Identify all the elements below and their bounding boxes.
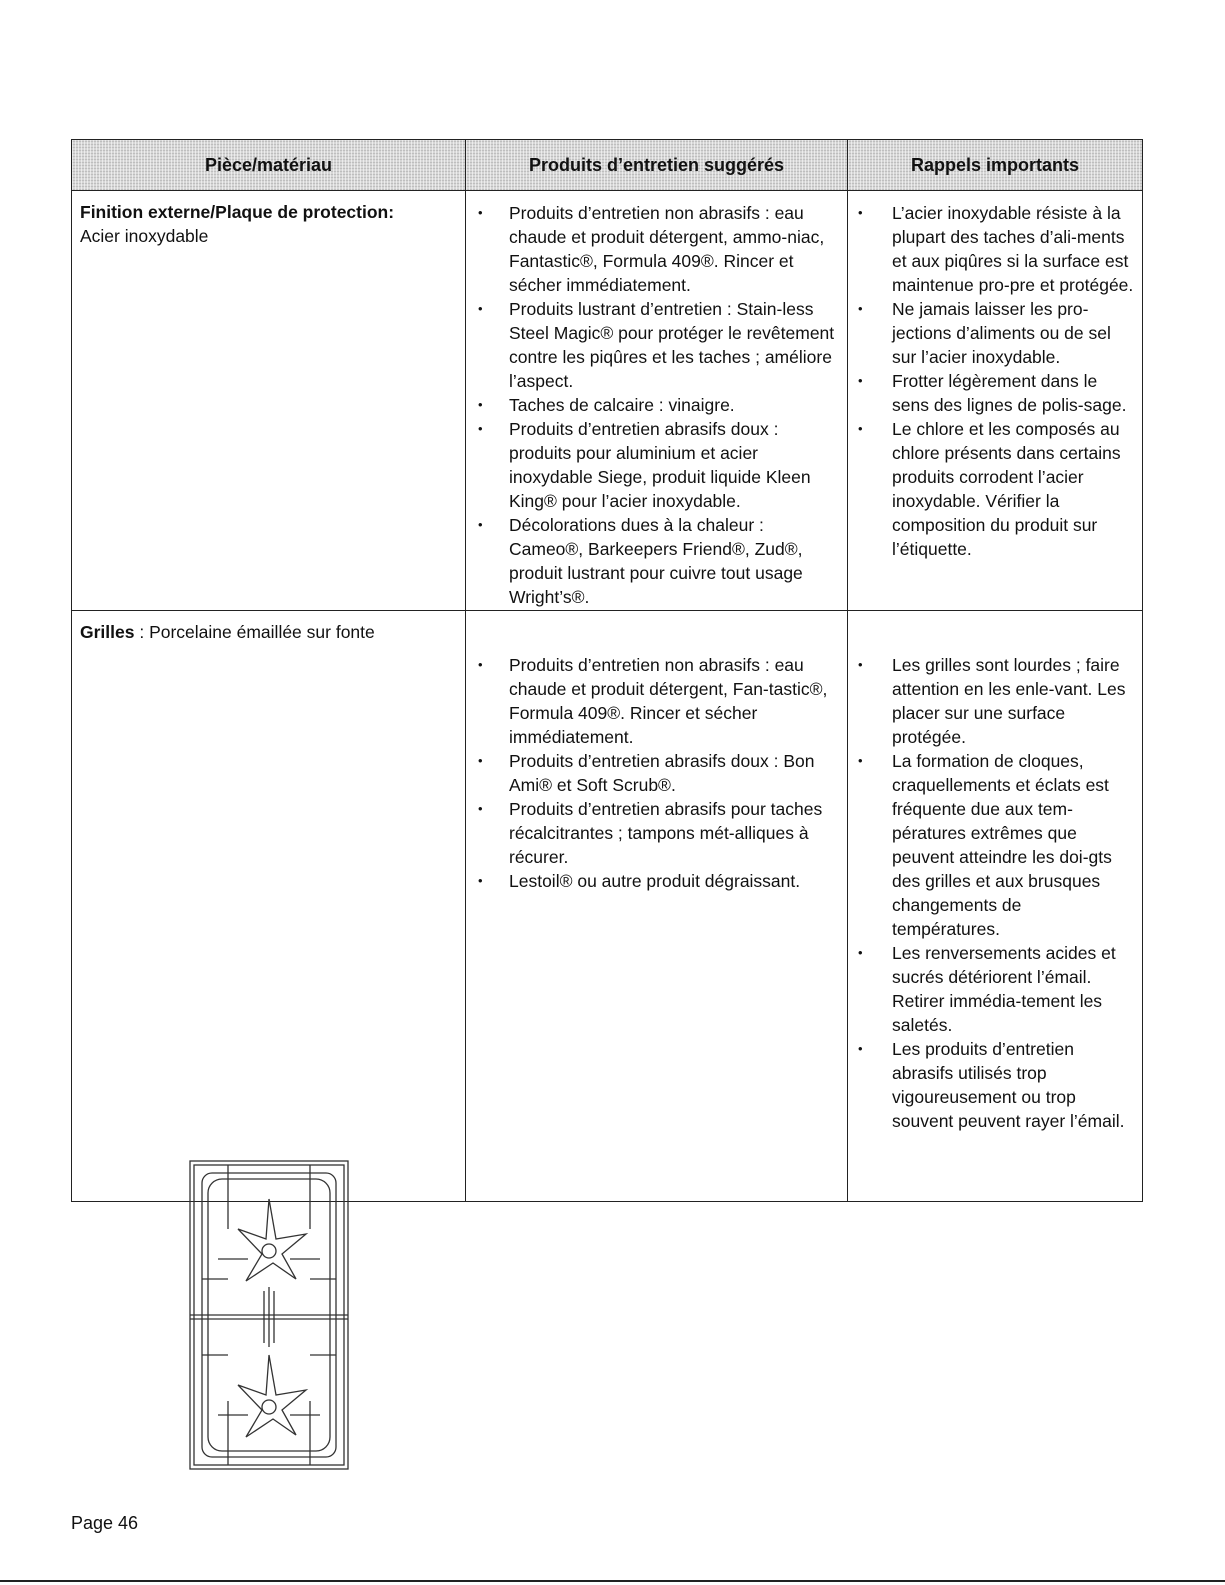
header-part-label: Pièce/matériau xyxy=(204,154,333,175)
grate-illustration xyxy=(188,1159,350,1471)
product-item: • Lestoil® ou autre produit dégraissant. xyxy=(466,869,839,893)
reminder-item: • La formation de cloques, craquellements et éclats est fréquente due aux tem-pératures extrêmes que peuvent atteindre les doi-gts des grilles et aux brusques changements de températures. xyxy=(848,749,1134,941)
product-item: • Produits d’entretien non abrasifs : eau chaude et produit détergent, ammo-niac, Fantastic®, Formula 409®. Rincer et sécher immédiatement. xyxy=(466,201,839,297)
product-item: • Produits d’entretien abrasifs doux : Bon Ami® et Soft Scrub®. xyxy=(466,749,839,797)
reminder-item: • Frotter légèrement dans le sens des lignes de polis-sage. xyxy=(848,369,1134,417)
part-title: Finition externe/Plaque de protection: xyxy=(80,202,395,222)
part-cell xyxy=(72,191,465,610)
header-reminders-label: Rappels importants xyxy=(910,154,1080,175)
bottom-rule xyxy=(0,1580,1225,1582)
product-item: • Décolorations dues à la chaleur : Cameo®, Barkeepers Friend®, Zud®, produit lustrant pour cuivre tout usage Wright’s®. xyxy=(466,513,839,609)
product-item: • Taches de calcaire : vinaigre. xyxy=(466,393,839,417)
reminder-item: • Le chlore et les composés au chlore présents dans certains produits corrodent l’acier inoxydable. Vérifier la composition du produit sur l’étiquette. xyxy=(848,417,1134,561)
header-reminders xyxy=(847,140,1142,190)
reminder-item: • Les produits d’entretien abrasifs utilisés trop vigoureusement ou trop souvent peuvent rayer l’émail. xyxy=(848,1037,1134,1133)
reminder-item: • Les grilles sont lourdes ; faire attention en les enle-vant. Les placer sur une surface protégée. xyxy=(848,653,1134,749)
cleaning-table xyxy=(71,139,1143,1202)
reminder-item: • Ne jamais laisser les pro-jections d’aliments ou de sel sur l’acier inoxydable. xyxy=(848,297,1134,369)
part-line xyxy=(80,620,457,644)
product-item: • Produits d’entretien abrasifs doux : produits pour aluminium et acier inoxydable Siege, produit liquide Kleen King® pour l’acier inoxydable. xyxy=(466,417,839,513)
product-item: • Produits d’entretien abrasifs pour taches récalcitrantes ; tampons mét-alliques à récurer. xyxy=(466,797,839,869)
header-products xyxy=(465,140,847,190)
part-title: Grilles xyxy=(80,622,135,642)
part-desc: : Porcelaine émaillée sur fonte xyxy=(134,622,375,642)
reminder-item: • L’acier inoxydable résiste à la plupart des taches d’ali-ments et aux piqûres si la surface est maintenue pro-pre et protégée. xyxy=(848,201,1134,297)
header-products-label: Produits d’entretien suggérés xyxy=(528,154,785,175)
product-item: • Produits d’entretien non abrasifs : eau chaude et produit détergent, Fan-tastic®, Formula 409®. Rincer et sécher immédiatement. xyxy=(466,653,839,749)
reminders-cell xyxy=(847,191,1142,610)
reminders-cell xyxy=(847,611,1142,1201)
part-cell xyxy=(72,611,465,1201)
table-header xyxy=(72,140,1142,191)
part-desc: Acier inoxydable xyxy=(80,226,209,246)
reminder-item: • Les renversements acides et sucrés détériorent l’émail. Retirer immédia-tement les saletés. xyxy=(848,941,1134,1037)
page-number: Page 46 xyxy=(71,1513,139,1533)
table-row xyxy=(72,611,1142,1201)
product-item: • Produits lustrant d’entretien : Stain-less Steel Magic® pour protéger le revêtement contre les piqûres et les taches ; améliore l’aspect. xyxy=(466,297,839,393)
header-part xyxy=(72,140,465,190)
products-cell xyxy=(465,611,847,1201)
products-cell xyxy=(465,191,847,610)
table-row xyxy=(72,191,1142,611)
